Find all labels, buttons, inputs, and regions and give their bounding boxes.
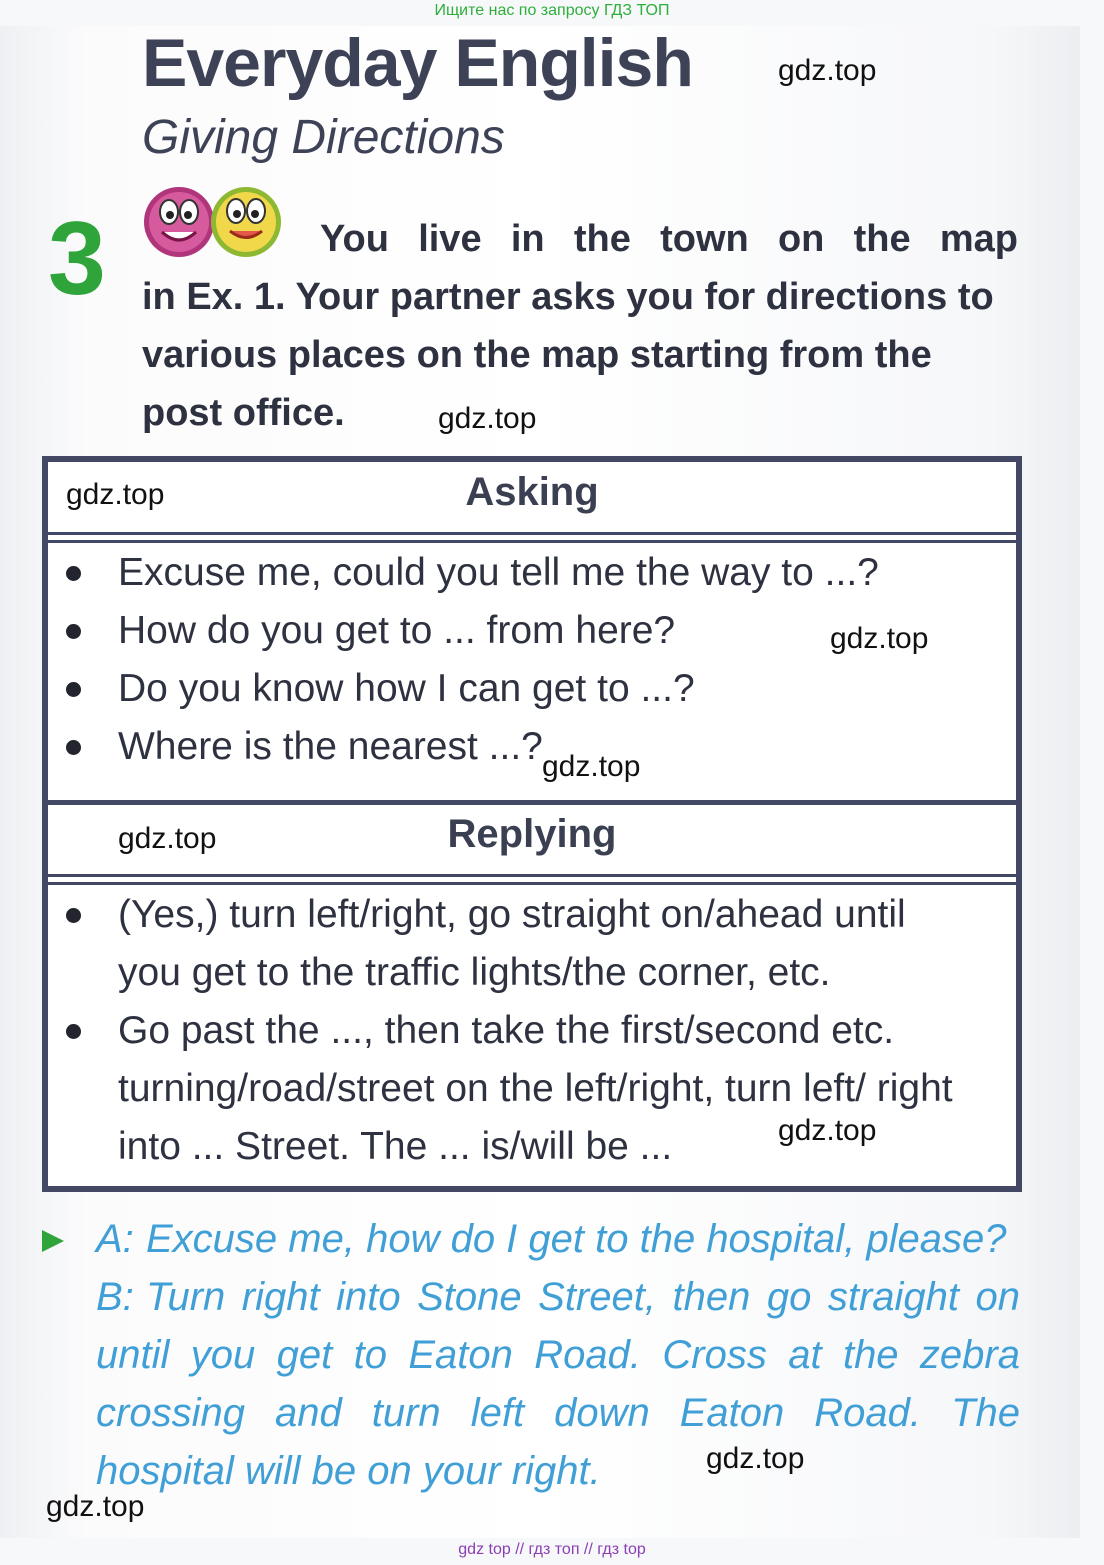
page-title: Everyday English: [142, 25, 693, 101]
section-divider: [48, 800, 1016, 805]
list-item: Go past the ..., then take the first/second etc. turning/road/street on the left/right, turn left/ right into ... Street. The ... is/will be ...: [48, 1002, 968, 1176]
example-dialogue: [96, 1210, 1020, 1500]
dialogue-line-a: [96, 1210, 1020, 1268]
exercise-number: 3: [48, 201, 106, 317]
watermark: gdz.top: [118, 822, 217, 855]
watermark: gdz.top: [830, 622, 929, 655]
section-subtitle: Giving Directions: [142, 111, 505, 164]
replying-header: Replying: [447, 812, 617, 856]
dialogue-line-b: [96, 1268, 1020, 1500]
watermark: gdz.top: [706, 1442, 805, 1475]
header-divider: [48, 532, 1016, 535]
list-item: Excuse me, could you tell me the way to ...?: [48, 544, 1016, 602]
speaker-a: A:: [96, 1217, 134, 1261]
list-item: Where is the nearest ...?: [48, 718, 1016, 776]
exercise-instruction: [142, 210, 1018, 442]
watermark: gdz.top: [778, 1114, 877, 1147]
dialogue-b-text: Turn right into Stone Street, then go straight on until you get to Eaton Road. Cross at the zebra crossing and turn left down Eaton Road. The hospital will be on your right.: [96, 1275, 1020, 1493]
list-item: Do you know how I can get to ...?: [48, 660, 1016, 718]
watermark: gdz.top: [66, 478, 165, 511]
header-divider: [48, 540, 1016, 543]
speaker-b: B:: [96, 1275, 134, 1319]
dialogue-a-text: Excuse me, how do I get to the hospital, please?: [146, 1217, 1007, 1261]
list-item: (Yes,) turn left/right, go straight on/ahead until you get to the traffic lights/the corner, etc.: [48, 886, 968, 1002]
asking-header: Asking: [465, 470, 599, 514]
instruction-first-line: You live in the town on the map: [320, 218, 1018, 260]
audio-play-icon[interactable]: [42, 1230, 64, 1252]
instruction-rest: in Ex. 1. Your partner asks you for directions to various places on the map starting from the post office.: [142, 276, 994, 434]
list-item: How do you get to ... from here?: [48, 602, 1016, 660]
header-divider: [48, 882, 1016, 885]
watermark: gdz.top: [778, 54, 877, 87]
asking-list: [48, 544, 1016, 776]
watermark: gdz.top: [46, 1490, 145, 1523]
bottom-banner[interactable]: gdz top // гдз топ // гдз top: [458, 1541, 646, 1558]
watermark: gdz.top: [438, 402, 537, 435]
header-divider: [48, 874, 1016, 877]
watermark: gdz.top: [542, 750, 641, 783]
top-banner[interactable]: Ищите нас по запросу ГДЗ ТОП: [434, 2, 670, 19]
